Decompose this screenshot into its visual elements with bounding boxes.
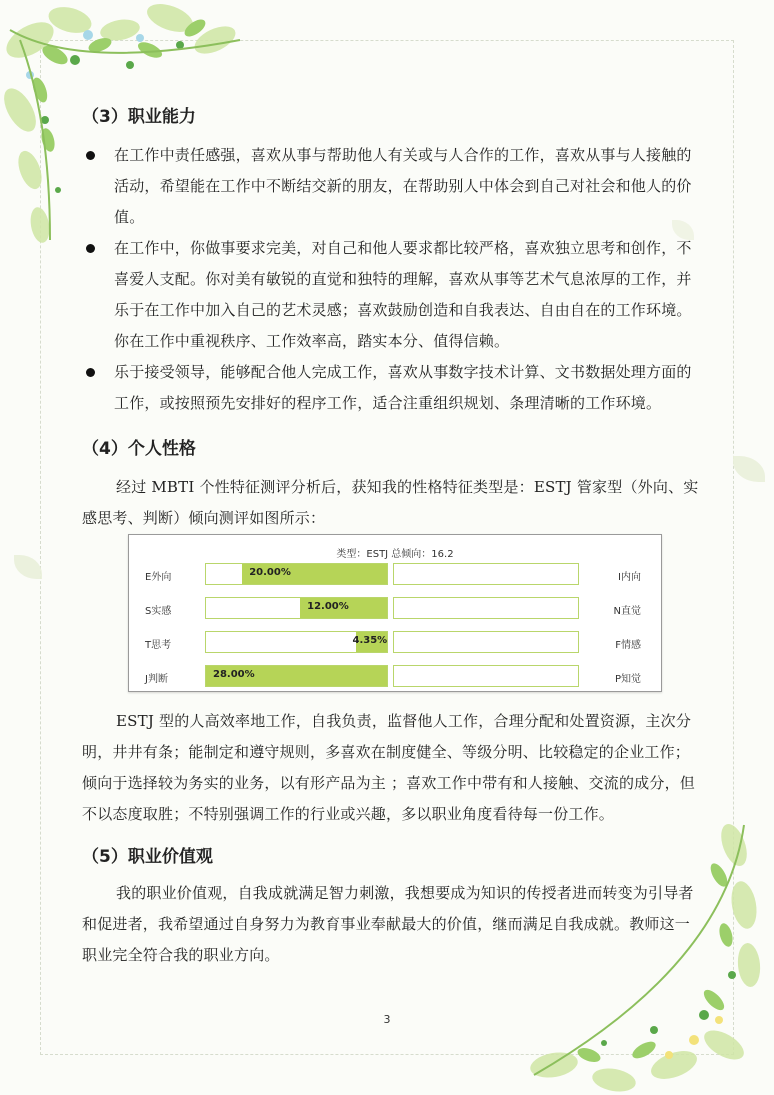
chart-row bbox=[129, 563, 661, 585]
chart-left-label: J判断 bbox=[145, 674, 168, 685]
chart-data-label: 12.00% bbox=[307, 601, 349, 612]
chart-row bbox=[129, 597, 661, 619]
chart-right-label: P知觉 bbox=[614, 674, 641, 685]
list-item bbox=[82, 140, 702, 233]
bullet-dot-icon bbox=[86, 151, 95, 160]
bullet-dot-icon bbox=[86, 368, 95, 377]
chart-left-label: S实感 bbox=[145, 606, 172, 617]
chart-row bbox=[129, 665, 661, 687]
ability-bullet-list bbox=[82, 140, 702, 419]
bullet-dot-icon bbox=[86, 244, 95, 253]
chart-data-label: 28.00% bbox=[213, 669, 255, 680]
career-values-paragraph: 我的职业价值观，自我成就满足智力刺激，我想要成为知识的传授者进而转变为引导者和促进者，我希望通过自身努力为教育事业奉献最大的价值，继而满足自我成就。教师这一职业完全符合我的职业方向。 bbox=[82, 884, 694, 964]
chart-right-track bbox=[393, 563, 579, 585]
chart-left-track bbox=[205, 563, 388, 585]
chart-right-label: N直觉 bbox=[613, 606, 641, 617]
list-item-text: 乐于接受领导，能够配合他人完成工作，喜欢从事数字技术计算、文书数据处理方面的工作，或按照预先安排好的程序工作，适合注重组织规划、条理清晰的工作环境。 bbox=[114, 363, 692, 412]
list-item-text: 在工作中，你做事要求完美，对自己和他人要求都比较严格，喜欢独立思考和创作，不喜爱人支配。你对美有敏锐的直觉和独特的理解，喜欢从事等艺术气息浓厚的工作，并乐于在工作中加入自己的艺术灵感；喜欢鼓励创造和自我表达、自由自在的工作环境。你在工作中重视秩序、工作效率高，踏实本分、值得信赖。 bbox=[114, 239, 692, 350]
chart-right-label: I内向 bbox=[618, 572, 641, 583]
personality-intro-paragraph: 经过 MBTI 个性特征测评分析后，获知我的性格特征类型是：ESTJ 管家型（外向、实感思考、判断）倾向测评如图所示： bbox=[82, 478, 699, 527]
chart-data-label: 4.35% bbox=[352, 635, 388, 646]
mbti-tendency-chart bbox=[128, 534, 662, 692]
chart-left-label: T思考 bbox=[145, 640, 172, 651]
chart-left-track bbox=[205, 597, 388, 619]
leaf-right-icon bbox=[733, 456, 765, 482]
section-heading-personality: （4）个人性格 bbox=[82, 439, 196, 459]
list-item bbox=[82, 233, 702, 357]
chart-row bbox=[129, 631, 661, 653]
list-item-text: 在工作中责任感强，喜欢从事与帮助他人有关或与人合作的工作，喜欢从事与人接触的活动，希望能在工作中不断结交新的朋友，在帮助别人中体会到自己对社会和他人的价值。 bbox=[114, 146, 692, 226]
leaf-left-icon bbox=[14, 555, 42, 579]
section-heading-career-values: （5）职业价值观 bbox=[82, 847, 213, 867]
chart-title: 类型：ESTJ 总倾向：16.2 bbox=[336, 549, 454, 560]
list-item bbox=[82, 357, 702, 419]
estj-description-paragraph: ESTJ 型的人高效率地工作，自我负责，监督他人工作，合理分配和处置资源，主次分明，井井有条；能制定和遵守规则，多喜欢在制度健全、等级分明、比较稳定的企业工作；倾向于选择较为务实的业务，以有形产品为主 ；喜欢工作中带有和人接触、交流的成分，但不以态度取胜；不特别强调工作的行业或兴趣，多以职业角度看待每一份工作。 bbox=[82, 712, 695, 823]
chart-left-label: E外向 bbox=[145, 572, 172, 583]
section-heading-career-ability: （3）职业能力 bbox=[82, 107, 196, 127]
chart-right-label: F情感 bbox=[615, 640, 641, 651]
page-number: 3 bbox=[383, 1013, 391, 1026]
chart-right-track bbox=[393, 631, 579, 653]
chart-right-track bbox=[393, 597, 579, 619]
chart-data-label: 20.00% bbox=[249, 567, 291, 578]
chart-right-track bbox=[393, 665, 579, 687]
